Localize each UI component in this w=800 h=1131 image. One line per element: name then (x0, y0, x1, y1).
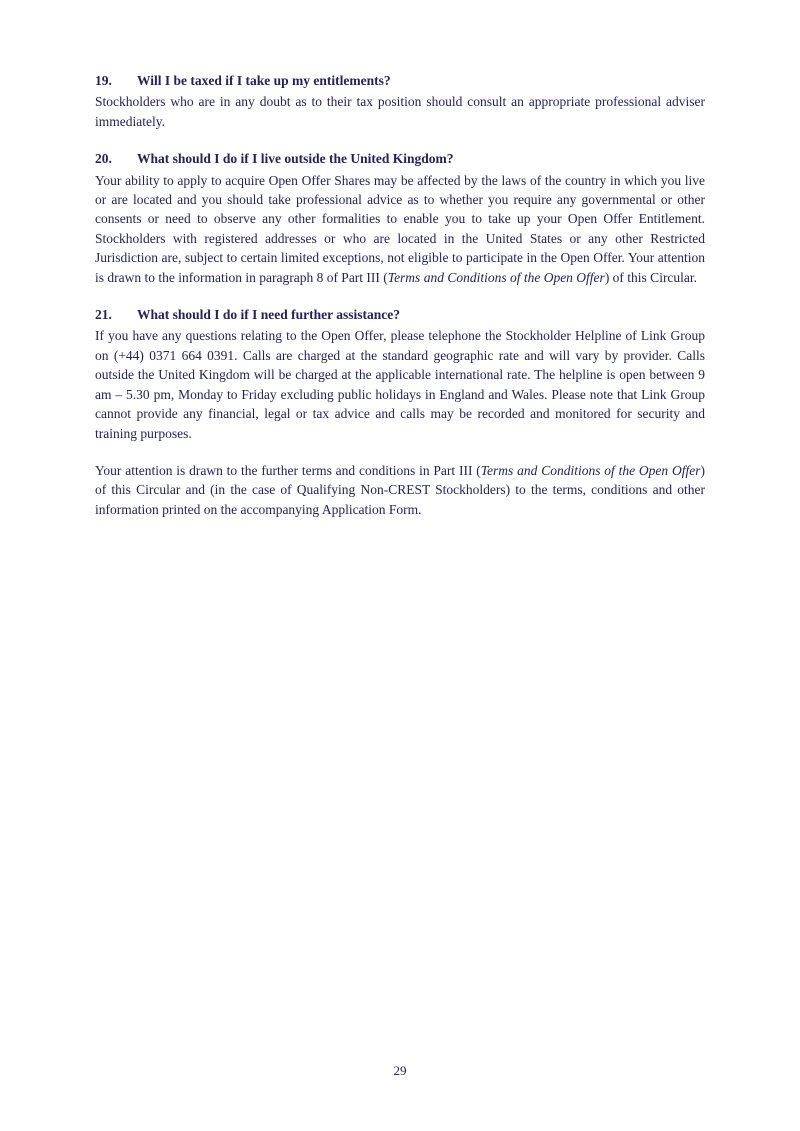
section-19-paragraph-1 (95, 92, 705, 131)
section-20-paragraph-1 (95, 171, 705, 287)
section-19 (95, 71, 705, 131)
section-21-heading-text: What should I do if I need further assistance? (137, 307, 401, 323)
section-21-paragraph-1 (95, 326, 705, 442)
text-segment: Your ability to apply to acquire Open Offer Shares may be affected by the laws of the country in which you live or are located and you should take professional advice as to whether you require any governmental or other consents or need to observe any other formalities to enable you to take up your Open Offer Entitlement. Stockholders with registered addresses or who are located in the United States or any other Restricted Jurisdiction are, subject to certain limited exceptions, not eligible to participate in the Open Offer. Your attention is drawn to the information in paragraph 8 of Part III ( (95, 172, 705, 285)
italic-title-segment: Terms and Conditions of the Open Offer (480, 462, 701, 478)
section-21-number: 21. (95, 307, 112, 323)
section-20-heading (95, 149, 705, 168)
page-content (95, 71, 705, 537)
section-19-number: 19. (95, 73, 112, 88)
section-21 (95, 305, 705, 519)
italic-title-segment: Terms and Conditions of the Open Offer (387, 269, 605, 285)
text-segment: ) of this Circular. (604, 269, 698, 285)
text-segment: ) of this Circular and (in the case of Qualifying Non-CREST Stockholders) to the terms, conditions and other information printed on the accompanying Application Form. (95, 462, 705, 517)
text-segment: If you have any questions relating to the Open Offer, please telephone the Stockholder Helpline of Link Group on (+44) 0371 664 0391. Calls are charged at the standard geographic rate and will vary by provider. Calls outside the United Kingdom will be charged at the applicable international rate. The helpline is open between 9 am – 5.30 pm, Monday to Friday excluding public holidays in England and Wales. Please note that Link Group cannot provide any financial, legal or tax advice and calls may be recorded and monitored for security and training purposes. (95, 328, 705, 441)
section-20-number: 20. (95, 151, 112, 167)
section-20 (95, 149, 705, 287)
page-number: 29 (393, 1063, 407, 1078)
text-segment: Your attention is drawn to the further terms and conditions in Part III ( (95, 462, 481, 478)
section-20-heading-text: What should I do if I live outside the United Kingdom? (137, 151, 454, 167)
text-segment: Stockholders who are in any doubt as to their tax position should consult an appropriate professional adviser immediately. (95, 94, 705, 129)
section-19-heading (95, 71, 705, 90)
section-19-heading-text: Will I be taxed if I take up my entitlements? (137, 73, 391, 88)
section-21-paragraph-2 (95, 461, 705, 519)
section-21-heading (95, 305, 705, 324)
